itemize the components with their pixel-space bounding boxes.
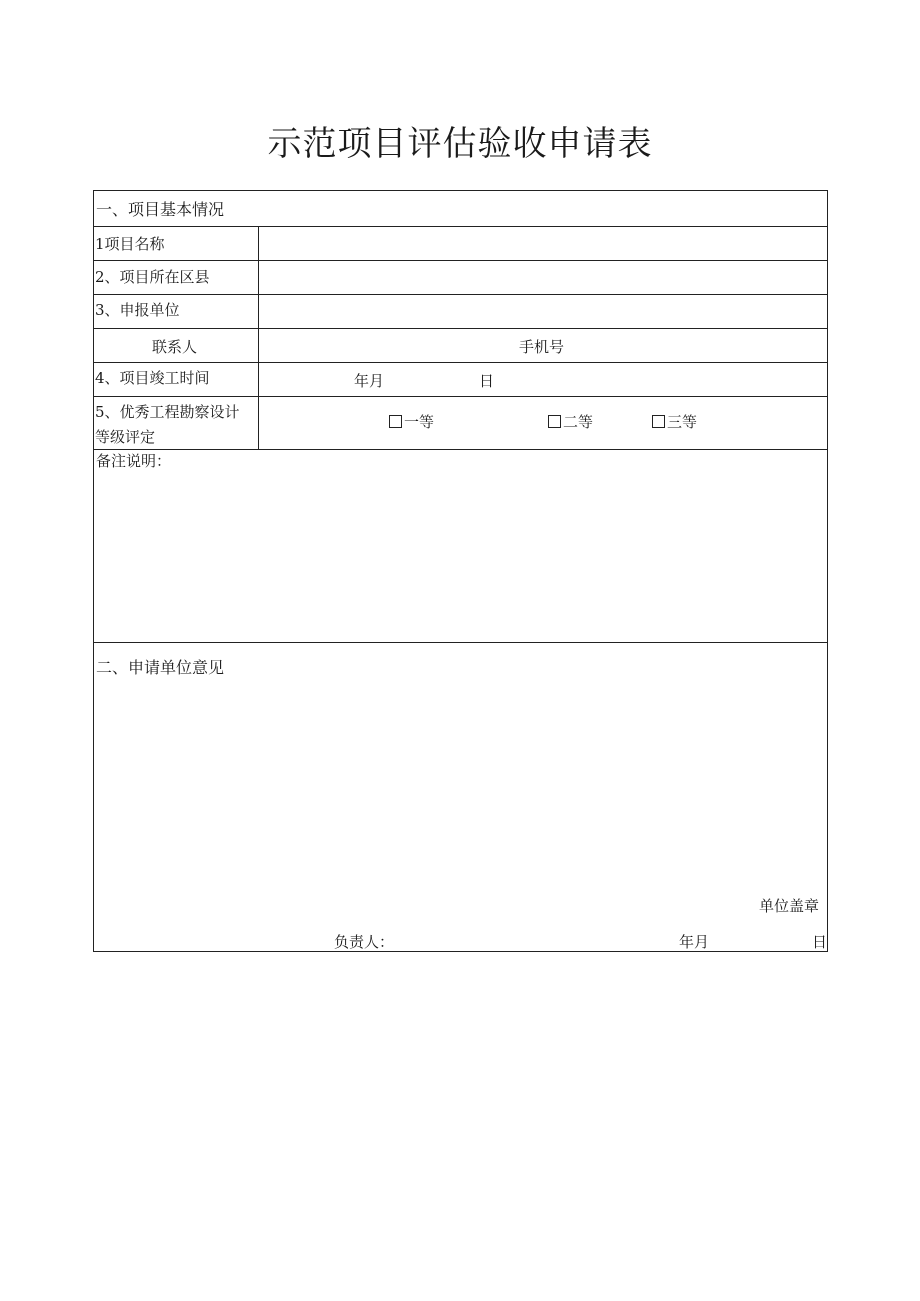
project-name-field[interactable]: [259, 227, 827, 260]
district-field[interactable]: [259, 261, 827, 294]
grade-label-line2: 等级评定: [95, 428, 156, 446]
grade-second-label: 二等: [563, 413, 594, 431]
section1-heading-row: [94, 191, 827, 227]
grade-row: [94, 397, 827, 450]
district-row: [94, 261, 827, 295]
grade-first-option[interactable]: [389, 413, 434, 431]
opinion-year-month: 年月: [679, 933, 710, 951]
application-form: [93, 190, 828, 952]
remarks-field[interactable]: [94, 472, 827, 642]
grade-label-line1: 5、优秀工程勘察设计: [95, 403, 240, 421]
grade-first-label: 一等: [404, 413, 435, 431]
completion-row: [94, 363, 827, 397]
applicant-label: 3、申报单位: [95, 301, 180, 319]
section2-heading: 二、申请单位意见: [96, 658, 225, 677]
district-label: 2、项目所在区县: [95, 268, 210, 286]
completion-label: 4、项目竣工时间: [95, 369, 210, 387]
opinion-day: 日: [812, 933, 828, 951]
opinion-section: [94, 643, 827, 951]
contact-label: 联系人: [152, 338, 198, 356]
grade-second-option[interactable]: [548, 413, 593, 431]
grade-third-checkbox[interactable]: [652, 415, 665, 428]
opinion-field[interactable]: [94, 683, 827, 883]
section1-heading: 一、项目基本情况: [96, 200, 225, 219]
grade-first-checkbox[interactable]: [389, 415, 402, 428]
contact-row: [94, 329, 827, 363]
project-name-label: 1项目名称: [95, 235, 165, 253]
grade-second-checkbox[interactable]: [548, 415, 561, 428]
seal-label: 单位盖章: [759, 897, 820, 915]
project-name-row: [94, 227, 827, 261]
phone-label: 手机号: [519, 338, 565, 356]
page-title: 示范项目评估验收申请表: [267, 124, 653, 164]
applicant-label-cell: [94, 295, 259, 328]
contact-label-cell: [94, 329, 259, 362]
applicant-row: [94, 295, 827, 329]
project-name-label-cell: [94, 227, 259, 260]
applicant-field[interactable]: [259, 295, 827, 328]
completion-year-month: 年月: [354, 372, 385, 390]
district-label-cell: [94, 261, 259, 294]
completion-label-cell: [94, 363, 259, 396]
responsible-label: 负责人：: [334, 933, 395, 951]
grade-label-cell: [94, 397, 259, 449]
grade-third-option[interactable]: [652, 413, 697, 431]
completion-day: 日: [479, 372, 495, 390]
grade-third-label: 三等: [667, 413, 698, 431]
remarks-row: [94, 450, 827, 643]
remarks-label: 备注说明：: [96, 452, 172, 470]
